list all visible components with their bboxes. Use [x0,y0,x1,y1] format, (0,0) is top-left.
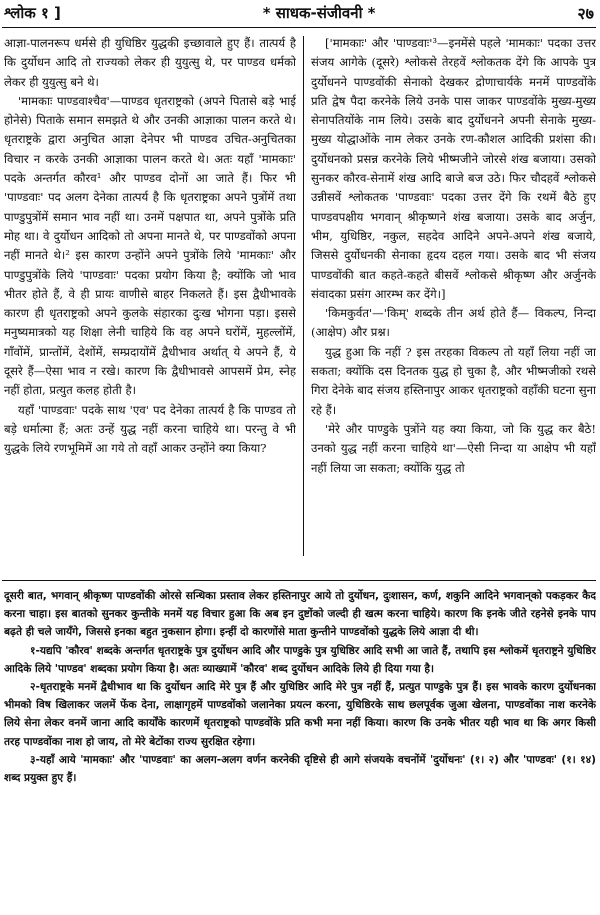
footnote-2: २-धृतराष्ट्रके मनमें द्वैधीभाव था कि दुर्योधन आदि मेरे पुत्र हैं और युधिष्ठिर आदि मेरे पुत्र नहीं हैं, प्रत्युत पाण्डुके पुत्र हैं। इस भावके कारण दुर्योधनका भीमको विष खिलाकर जलमें फेंक देना, लाक्षागृहमें पाण्डवोंको जलानेका प्रयत्न करना, युधिष्ठिरके साथ छलपूर्वक जुआ खेलना, पाण्डवोंका नाश करनेके लिये सेना लेकर वनमें जाना आदि कार्योंके कारणमें धृतराष्ट्रको पाण्डवोंके प्रति कभी मना नहीं किया। कारण कि उनके भीतर यही भाव था कि अगर किसी तरह पाण्डवोंका नाश हो जाय, तो मेरे बेटोंका राज्य सुरक्षित रहेगा। [4,681,596,748]
header-verse-ref: श्लोक १ ] [4,4,61,22]
right-para-3: युद्ध हुआ कि नहीं ? इस तरहका विकल्प तो यहाँ लिया नहीं जा सकता; क्योंकि दस दिनतक युद्ध हो चुका है, और भीष्मजीको रथसे गिरा देनेके बाद संजय हस्तिनापुर आकर धृतराष्ट्रको वहाँकी घटना सुना रहे हैं। [311,344,596,417]
footnote-rule [2,580,596,581]
left-para-2: 'मामकाः पाण्डवाश्चैव'—पाण्डव धृतराष्ट्रको (अपने पितासे बड़े भाई होनेसे) पिताके समान समझते थे और उनकी आज्ञाका पालन करते थे। धृतराष्ट्रके द्वारा अनुचित आज्ञा देनेपर भी पाण्डव उचित-अनुचितका विचार न करके उनकी आज्ञाका पालन करते थे। अतः यहाँ 'मामकाः' पदके अन्तर्गत कौरव¹ और पाण्डव दोनों आ जाते हैं। फिर भी 'पाण्डवाः' पद अलग देनेका तात्पर्य है कि धृतराष्ट्रका अपने पुत्रोंमें तथा पाण्डुपुत्रोंमें समान भाव नहीं था। उनमें पक्षपात था, अपने पुत्रोंके प्रति मोह था। वे दुर्योधन आदिको तो अपना मानते थे, पर पाण्डवोंको अपना नहीं मानते थे।² इस कारण उन्होंने अपने पुत्रोंके लिये 'मामकाः' और पाण्डुपुत्रोंके लिये 'पाण्डवाः' पदका प्रयोग किया है; क्योंकि जो भाव भीतर होते हैं, वे ही प्रायः वाणीसे बाहर निकलते हैं। इस द्वैधीभावके कारण ही धृतराष्ट्रको अपने कुलके संहारका दुःख भोगना पड़ा। इससे मनुष्यमात्रको यह शिक्षा लेनी चाहिये कि वह अपने घरोंमें, मुहल्लोंमें, गाँवोंमें, प्रान्तोंमें, देशोंमें, सम्प्रदायोंमें द्वैधीभाव अर्थात् ये अपने हैं, ये दूसरे हैं—ऐसा भाव न रखे। कारण कि द्वैधीभावसे आपसमें प्रेम, स्नेह नहीं होता, प्रत्युत कलह होती है। [4,93,296,398]
page-header [4,2,594,24]
header-book-title: * साधक-संजीवनी * [262,4,376,22]
left-para-1: आज्ञा-पालनरूप धर्मसे ही युधिष्ठिर युद्धकी इच्छावाले हुए हैं। तात्पर्य है कि दुर्योधन आदि तो राज्यको लेकर ही युयुत्सु थे, पर पाण्डव धर्मको लेकर ही युयुत्सु बने थे। [4,36,296,89]
header-rule [2,27,596,28]
footnote-1: १-यद्यपि 'कौरव' शब्दके अन्तर्गत धृतराष्ट्रके पुत्र दुर्योधन आदि और पाण्डुके पुत्र युधिष्ठिर आदि सभी आ जाते हैं, तथापि इस श्लोकमें धृतराष्ट्रने युधिष्ठिर आदिके लिये 'पाण्डव' शब्दका प्रयोग किया है। अतः व्याख्यामें 'कौरव' शब्द दुर्योधन आदिके लिये ही दिया गया है। [4,644,596,675]
footnotes [4,587,596,912]
column-divider [303,36,304,556]
right-para-1: ['मामकाः' और 'पाण्डवाः'³—इनमेंसे पहले 'मामकाः' पदका उत्तर संजय आगेके (दूसरे) श्लोकसे तेरहवें श्लोकतक देंगे कि आपके पुत्र दुर्योधनने पाण्डवोंकी सेनाको देखकर द्रोणाचार्यके मनमें पाण्डवोंके प्रति द्वेष पैदा करनेके लिये उनके पास जाकर पाण्डवोंके मुख्य-मुख्य सेनापतियोंके नाम लिये। उसके बाद दुर्योधनने अपनी सेनाके मुख्य-मुख्य योद्धाओंके नाम लेकर उनके रण-कौशल आदिकी प्रशंसा की। दुर्योधनको प्रसन्न करनेके लिये भीष्मजीने जोरसे शंख बजाया। उसको सुनकर कौरव-सेनामें शंख आदि बाजे बज उठे। फिर चौदहवें श्लोकसे उन्नीसवें श्लोकतक 'पाण्डवाः' पदका उत्तर देंगे कि रथमें बैठे हुए पाण्डवपक्षीय भगवान् श्रीकृष्णने शंख बजाया। उसके बाद अर्जुन, भीम, युधिष्ठिर, नकुल, सहदेव आदिने अपने-अपने शंख बजाये, जिससे दुर्योधनकी सेनाका हृदय दहल गया। उसके बाद भी संजय पाण्डवोंकी बात कहते-कहते बीसवें श्लोकसे श्रीकृष्ण और अर्जुनके संवादका प्रसंग आरम्भ कर देंगे।] [311,36,596,301]
right-column [311,34,596,557]
header-page-number: २७ [577,4,594,23]
right-para-4: 'मेरे और पाण्डुके पुत्रोंने यह क्या किया, जो कि युद्ध कर बैठे! उनको युद्ध नहीं करना चाहिये था'—ऐसी निन्दा या आक्षेप भी यहाँ नहीं लिया जा सकता; क्योंकि युद्ध तो [311,421,596,475]
left-column [4,34,296,557]
footnote-continued: दूसरी बात, भगवान् श्रीकृष्ण पाण्डवोंकी ओरसे सन्धिका प्रस्ताव लेकर हस्तिनापुर आये तो दुर्योधन, दुःशासन, कर्ण, शकुनि आदिने भगवान्‌को पकड़कर कैद करना चाहा। इस बातको सुनकर कुन्तीके मनमें यह विचार हुआ कि अब इन दुष्टोंको जल्दी ही खत्म करना चाहिये। कारण कि इनके जीते रहनेसे इनके पाप बढ़ते ही चले जायँगे, जिससे इनका बहुत नुकसान होगा। इन्हीं दो कारणोंसे माता कुन्तीने पाण्डवोंको युद्धके लिये आज्ञा दी थी। [4,590,596,639]
left-para-3: यहाँ 'पाण्डवाः' पदके साथ 'एव' पद देनेका तात्पर्य है कि पाण्डव तो बड़े धर्मात्मा हैं; अतः उन्हें युद्ध नहीं करना चाहिये था। परन्तु वे भी युद्धके लिये रणभूमिमें आ गये तो वहाँ आकर उन्होंने क्या किया? [4,402,296,456]
right-para-2: 'किमकुर्वत'—'किम्' शब्दके तीन अर्थ होते हैं— विकल्प, निन्दा (आक्षेप) और प्रश्न। [311,306,596,340]
footnote-3: ३-यहाँ आये 'मामकाः' और 'पाण्डवाः' का अलग-अलग वर्णन करनेकी दृष्टिसे ही आगे संजयके वचनोंमें 'दुर्योधनः' (१। २) और 'पाण्डवः' (१। १४) शब्द प्रयुक्त हुए हैं। [4,753,596,785]
